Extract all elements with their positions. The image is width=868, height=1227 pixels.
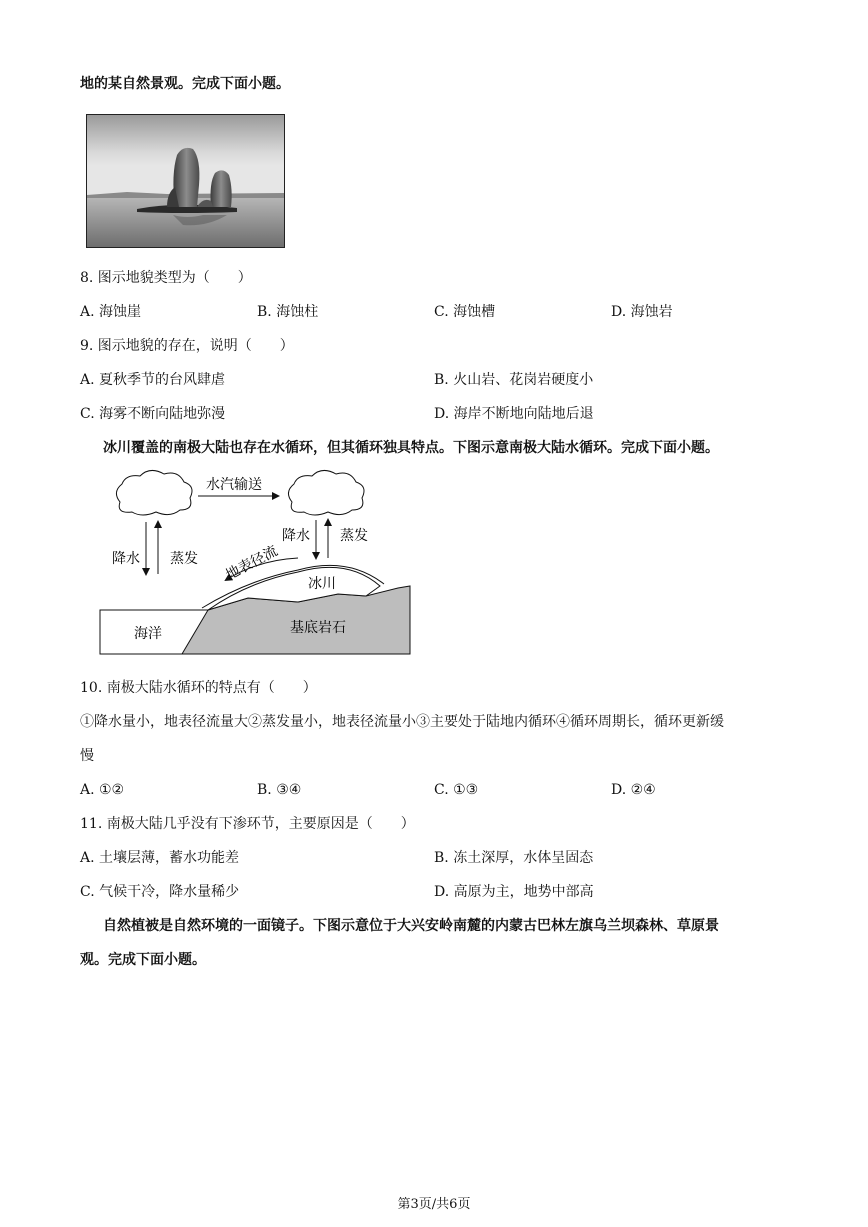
label-precip-left: 降水 [112,551,140,567]
label-precip-right: 降水 [282,528,310,544]
q11-stem: 11. 南极大陆几乎没有下渗环节，主要原因是（ ） [80,816,415,832]
q11-option-a: A. 土壤层薄，蓄水功能差 [80,850,240,866]
q11-option-b: B. 冻土深厚，水体呈固态 [434,850,594,866]
q9-option-a: A. 夏秋季节的台风肆虐 [80,372,226,388]
q8-option-b: B. 海蚀柱 [257,304,319,320]
passage-antarctic: 冰川覆盖的南极大陆也存在水循环，但其循环独具特点。下图示意南极大陆水循环。完成下面小题。 [103,440,719,456]
q8-option-c: C. 海蚀槽 [434,304,496,320]
q9-stem: 9. 图示地貌的存在，说明（ ） [80,338,294,354]
q8-option-a: A. 海蚀崖 [80,304,142,320]
page-number: 第3页/共6页 [397,1197,471,1212]
label-vapor: 水汽输送 [206,477,262,493]
label-evap-right: 蒸发 [340,528,368,544]
q8-option-d: D. 海蚀岩 [611,304,673,320]
passage-vegetation-line1: 自然植被是自然环境的一面镜子。下图示意位于大兴安岭南麓的内蒙古巴林左旗乌兰坝森林、草原景 [103,918,719,934]
q8-stem: 8. 图示地貌类型为（ ） [80,270,252,286]
q10-stem: 10. 南极大陆水循环的特点有（ ） [80,680,317,696]
q10-body-line1: ①降水量小，地表径流量大②蒸发量小，地表径流量小③主要处于陆地内循环④循环周期长，循环更新缓 [80,714,724,730]
q9-option-c: C. 海雾不断向陆地弥漫 [80,406,226,422]
q9-option-d: D. 海岸不断地向陆地后退 [434,406,594,422]
sea-stack-image [87,115,284,247]
cloud-left-icon [116,470,192,515]
intro-text: 地的某自然景观。完成下面小题。 [80,76,290,92]
antarctic-water-cycle-diagram [98,462,413,662]
label-bedrock: 基底岩石 [290,620,346,636]
q10-option-b: B. ③④ [257,782,302,798]
label-evap-left: 蒸发 [170,551,198,567]
label-glacier: 冰川 [308,576,336,592]
q10-body-line2: 慢 [80,748,94,764]
q11-option-d: D. 高原为主，地势中部高 [434,884,594,900]
q11-option-c: C. 气候干冷，降水量稀少 [80,884,240,900]
q10-option-d: D. ②④ [611,782,656,798]
passage-vegetation-line2: 观。完成下面小题。 [80,952,206,968]
q10-option-a: A. ①② [80,782,125,798]
label-runoff: 地表径流 [223,543,281,584]
sea-stack-photo [86,114,285,248]
cloud-right-icon [288,470,364,515]
q9-option-b: B. 火山岩、花岗岩硬度小 [434,372,594,388]
label-ocean: 海洋 [134,626,162,642]
q10-option-c: C. ①③ [434,782,479,798]
